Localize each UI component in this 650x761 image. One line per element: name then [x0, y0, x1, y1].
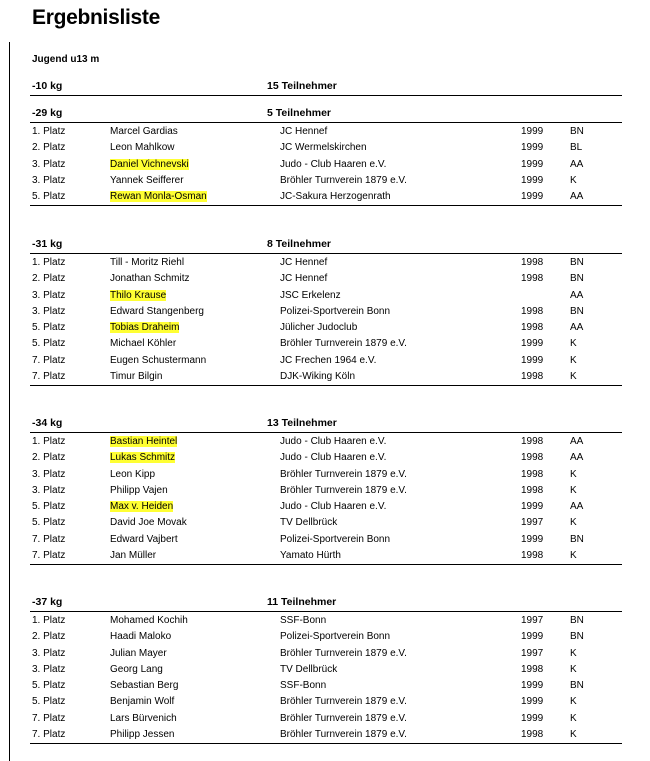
result-place: 3. Platz [32, 289, 66, 301]
result-rows [30, 612, 622, 744]
result-row [30, 124, 622, 140]
birth-year: 1998 [521, 468, 544, 480]
weight-class-header [30, 236, 622, 254]
birth-year: 1998 [521, 484, 544, 496]
athlete-name: Edward Stangenberg [110, 305, 204, 317]
result-row [30, 515, 622, 531]
age-category: Jugend u13 m [32, 54, 100, 65]
weight-class-label: -10 kg [32, 80, 63, 92]
district-code: K [570, 484, 577, 496]
result-row [30, 288, 622, 304]
athlete-name: Michael Köhler [110, 338, 177, 350]
athlete-name: Daniel Vichnevski [110, 158, 189, 170]
result-place: 3. Platz [32, 484, 66, 496]
birth-year: 1999 [521, 696, 544, 708]
athlete-name: Philipp Vajen [110, 484, 168, 496]
district-code: AA [570, 452, 584, 464]
result-row [30, 189, 622, 205]
district-code: BN [570, 680, 584, 692]
left-margin-rule [9, 42, 10, 761]
athlete-name: Haadi Maloko [110, 631, 172, 643]
result-row [30, 336, 622, 352]
result-row [30, 532, 622, 548]
district-code: K [570, 663, 577, 675]
district-code: K [570, 371, 577, 383]
district-code: K [570, 550, 577, 562]
result-row [30, 646, 622, 662]
athlete-name: Thilo Krause [110, 289, 167, 301]
club-name: JC-Sakura Herzogenrath [280, 191, 391, 203]
district-code: BN [570, 305, 584, 317]
birth-year: 1998 [521, 305, 544, 317]
athlete-name: Georg Lang [110, 663, 163, 675]
club-name: Judo - Club Haaren e.V. [280, 436, 387, 447]
district-code: BN [570, 273, 584, 285]
district-code: K [570, 712, 577, 724]
district-code: K [570, 729, 577, 741]
result-place: 3. Platz [32, 158, 66, 170]
result-place: 7. Platz [32, 371, 66, 383]
athlete-name: Benjamin Wolf [110, 696, 175, 708]
district-code: AA [570, 158, 584, 170]
result-place: 7. Platz [32, 712, 66, 724]
result-row [30, 499, 622, 515]
result-place: 3. Platz [32, 663, 66, 675]
result-row [30, 711, 622, 727]
birth-year: 1997 [521, 517, 544, 529]
result-row [30, 369, 622, 385]
result-row [30, 629, 622, 645]
result-row [30, 483, 622, 499]
result-row [30, 662, 622, 678]
participant-count: 5 Teilnehmer [267, 107, 331, 119]
birth-year: 1998 [521, 663, 544, 675]
result-place: 1. Platz [32, 436, 66, 447]
birth-year: 1999 [521, 191, 544, 203]
birth-year: 1998 [521, 322, 544, 334]
birth-year: 1998 [521, 371, 544, 383]
result-rows [30, 433, 622, 565]
district-code: K [570, 517, 577, 529]
weight-class-block [30, 78, 622, 96]
birth-year: 1997 [521, 615, 544, 626]
weight-class-block [30, 594, 622, 744]
district-code: AA [570, 191, 584, 203]
district-code: BL [570, 142, 583, 154]
athlete-name: Rewan Monla-Osman [110, 191, 207, 203]
district-code: BN [570, 631, 584, 643]
result-place: 7. Platz [32, 550, 66, 562]
club-name: JC Hennef [280, 257, 328, 268]
club-name: Bröhler Turnverein 1879 e.V. [280, 468, 407, 480]
weight-class-header [30, 105, 622, 123]
club-name: Polizei-Sportverein Bonn [280, 305, 391, 317]
birth-year: 1999 [521, 158, 544, 170]
result-place: 5. Platz [32, 680, 66, 692]
district-code: K [570, 338, 577, 350]
athlete-name: Sebastian Berg [110, 680, 179, 692]
athlete-name: Lars Bürvenich [110, 712, 177, 724]
participant-count: 15 Teilnehmer [267, 80, 337, 92]
result-place: 1. Platz [32, 126, 66, 137]
birth-year: 1999 [521, 126, 544, 137]
athlete-name: Jonathan Schmitz [110, 273, 190, 285]
birth-year: 1999 [521, 174, 544, 186]
district-code: K [570, 647, 577, 659]
result-place: 7. Platz [32, 354, 66, 366]
participant-count: 8 Teilnehmer [267, 238, 331, 250]
weight-class-header [30, 594, 622, 612]
athlete-name: Marcel Gardias [110, 126, 178, 137]
club-name: DJK-Wiking Köln [280, 371, 356, 383]
result-place: 2. Platz [32, 631, 66, 643]
athlete-name: Julian Mayer [110, 647, 167, 659]
result-place: 3. Platz [32, 468, 66, 480]
result-row [30, 255, 622, 271]
club-name: Bröhler Turnverein 1879 e.V. [280, 696, 407, 708]
birth-year: 1999 [521, 533, 544, 545]
club-name: Polizei-Sportverein Bonn [280, 631, 391, 643]
athlete-name: Eugen Schustermann [110, 354, 207, 366]
result-row [30, 140, 622, 156]
weight-class-label: -31 kg [32, 238, 63, 250]
result-row [30, 727, 622, 743]
club-name: JC Frechen 1964 e.V. [280, 354, 377, 366]
birth-year: 1998 [521, 257, 544, 268]
result-row [30, 548, 622, 564]
birth-year: 1998 [521, 550, 544, 562]
district-code: BN [570, 126, 584, 137]
birth-year: 1998 [521, 436, 544, 447]
result-row [30, 271, 622, 287]
weight-class-header [30, 78, 622, 96]
weight-class-header [30, 415, 622, 433]
birth-year: 1999 [521, 354, 544, 366]
club-name: TV Dellbrück [280, 517, 338, 529]
athlete-name: Leon Mahlkow [110, 142, 175, 154]
club-name: Bröhler Turnverein 1879 e.V. [280, 174, 407, 186]
district-code: BN [570, 533, 584, 545]
result-row [30, 353, 622, 369]
page-title: Ergebnisliste [32, 6, 160, 29]
result-row [30, 694, 622, 710]
district-code: BN [570, 257, 584, 268]
club-name: Judo - Club Haaren e.V. [280, 501, 387, 513]
district-code: AA [570, 501, 584, 513]
club-name: Bröhler Turnverein 1879 e.V. [280, 712, 407, 724]
weight-class-block [30, 236, 622, 386]
athlete-name: Yannek Seifferer [110, 174, 184, 186]
athlete-name: Timur Bilgin [110, 371, 163, 383]
club-name: Yamato Hürth [280, 550, 341, 562]
club-name: JC Hennef [280, 273, 328, 285]
result-rows [30, 123, 622, 206]
result-place: 5. Platz [32, 191, 66, 203]
result-place: 5. Platz [32, 338, 66, 350]
birth-year: 1999 [521, 338, 544, 350]
district-code: K [570, 174, 577, 186]
athlete-name: Max v. Heiden [110, 501, 174, 513]
result-place: 3. Platz [32, 174, 66, 186]
club-name: SSF-Bonn [280, 615, 327, 626]
athlete-name: Edward Vajbert [110, 533, 178, 545]
club-name: JSC Erkelenz [280, 289, 341, 301]
participant-count: 11 Teilnehmer [267, 596, 337, 608]
result-place: 7. Platz [32, 729, 66, 741]
athlete-name: Leon Kipp [110, 468, 156, 480]
result-place: 2. Platz [32, 273, 66, 285]
district-code: AA [570, 289, 584, 301]
result-row [30, 613, 622, 629]
athlete-name: Jan Müller [110, 550, 157, 562]
result-row [30, 304, 622, 320]
birth-year: 1999 [521, 501, 544, 513]
birth-year: 1999 [521, 712, 544, 724]
result-row [30, 320, 622, 336]
result-place: 1. Platz [32, 615, 66, 626]
result-place: 5. Platz [32, 322, 66, 334]
club-name: Judo - Club Haaren e.V. [280, 158, 387, 170]
result-place: 2. Platz [32, 452, 66, 464]
club-name: SSF-Bonn [280, 680, 327, 692]
birth-year: 1999 [521, 680, 544, 692]
birth-year: 1997 [521, 647, 544, 659]
result-place: 3. Platz [32, 305, 66, 317]
weight-class-label: -37 kg [32, 596, 63, 608]
weight-class-label: -34 kg [32, 417, 63, 429]
district-code: BN [570, 615, 584, 626]
district-code: K [570, 696, 577, 708]
result-row [30, 678, 622, 694]
athlete-name: David Joe Movak [110, 517, 187, 529]
result-row [30, 434, 622, 450]
club-name: Bröhler Turnverein 1879 e.V. [280, 647, 407, 659]
participant-count: 13 Teilnehmer [267, 417, 337, 429]
weight-class-label: -29 kg [32, 107, 63, 119]
club-name: JC Hennef [280, 126, 328, 137]
weight-class-block [30, 105, 622, 206]
club-name: Bröhler Turnverein 1879 e.V. [280, 729, 407, 741]
result-row [30, 173, 622, 189]
result-place: 1. Platz [32, 257, 66, 268]
result-rows [30, 254, 622, 386]
result-place: 2. Platz [32, 142, 66, 154]
athlete-name: Tobias Draheim [110, 322, 180, 334]
club-name: Polizei-Sportverein Bonn [280, 533, 391, 545]
district-code: K [570, 354, 577, 366]
athlete-name: Lukas Schmitz [110, 452, 176, 464]
weight-class-block [30, 415, 622, 565]
result-place: 5. Platz [32, 517, 66, 529]
birth-year: 1999 [521, 631, 544, 643]
athlete-name: Mohamed Kochih [110, 615, 188, 626]
result-place: 5. Platz [32, 501, 66, 513]
district-code: AA [570, 436, 584, 447]
athlete-name: Till - Moritz Riehl [110, 257, 185, 268]
district-code: AA [570, 322, 584, 334]
result-place: 3. Platz [32, 647, 66, 659]
birth-year: 1998 [521, 452, 544, 464]
athlete-name: Philipp Jessen [110, 729, 175, 741]
result-row [30, 467, 622, 483]
birth-year: 1998 [521, 729, 544, 741]
result-row [30, 450, 622, 466]
result-row [30, 157, 622, 173]
birth-year: 1998 [521, 273, 544, 285]
club-name: TV Dellbrück [280, 663, 338, 675]
club-name: Bröhler Turnverein 1879 e.V. [280, 484, 407, 496]
club-name: Jülicher Judoclub [280, 322, 358, 334]
club-name: Bröhler Turnverein 1879 e.V. [280, 338, 407, 350]
district-code: K [570, 468, 577, 480]
athlete-name: Bastian Heintel [110, 436, 178, 447]
result-place: 5. Platz [32, 696, 66, 708]
result-place: 7. Platz [32, 533, 66, 545]
club-name: Judo - Club Haaren e.V. [280, 452, 387, 464]
birth-year: 1999 [521, 142, 544, 154]
club-name: JC Wermelskirchen [280, 142, 367, 154]
